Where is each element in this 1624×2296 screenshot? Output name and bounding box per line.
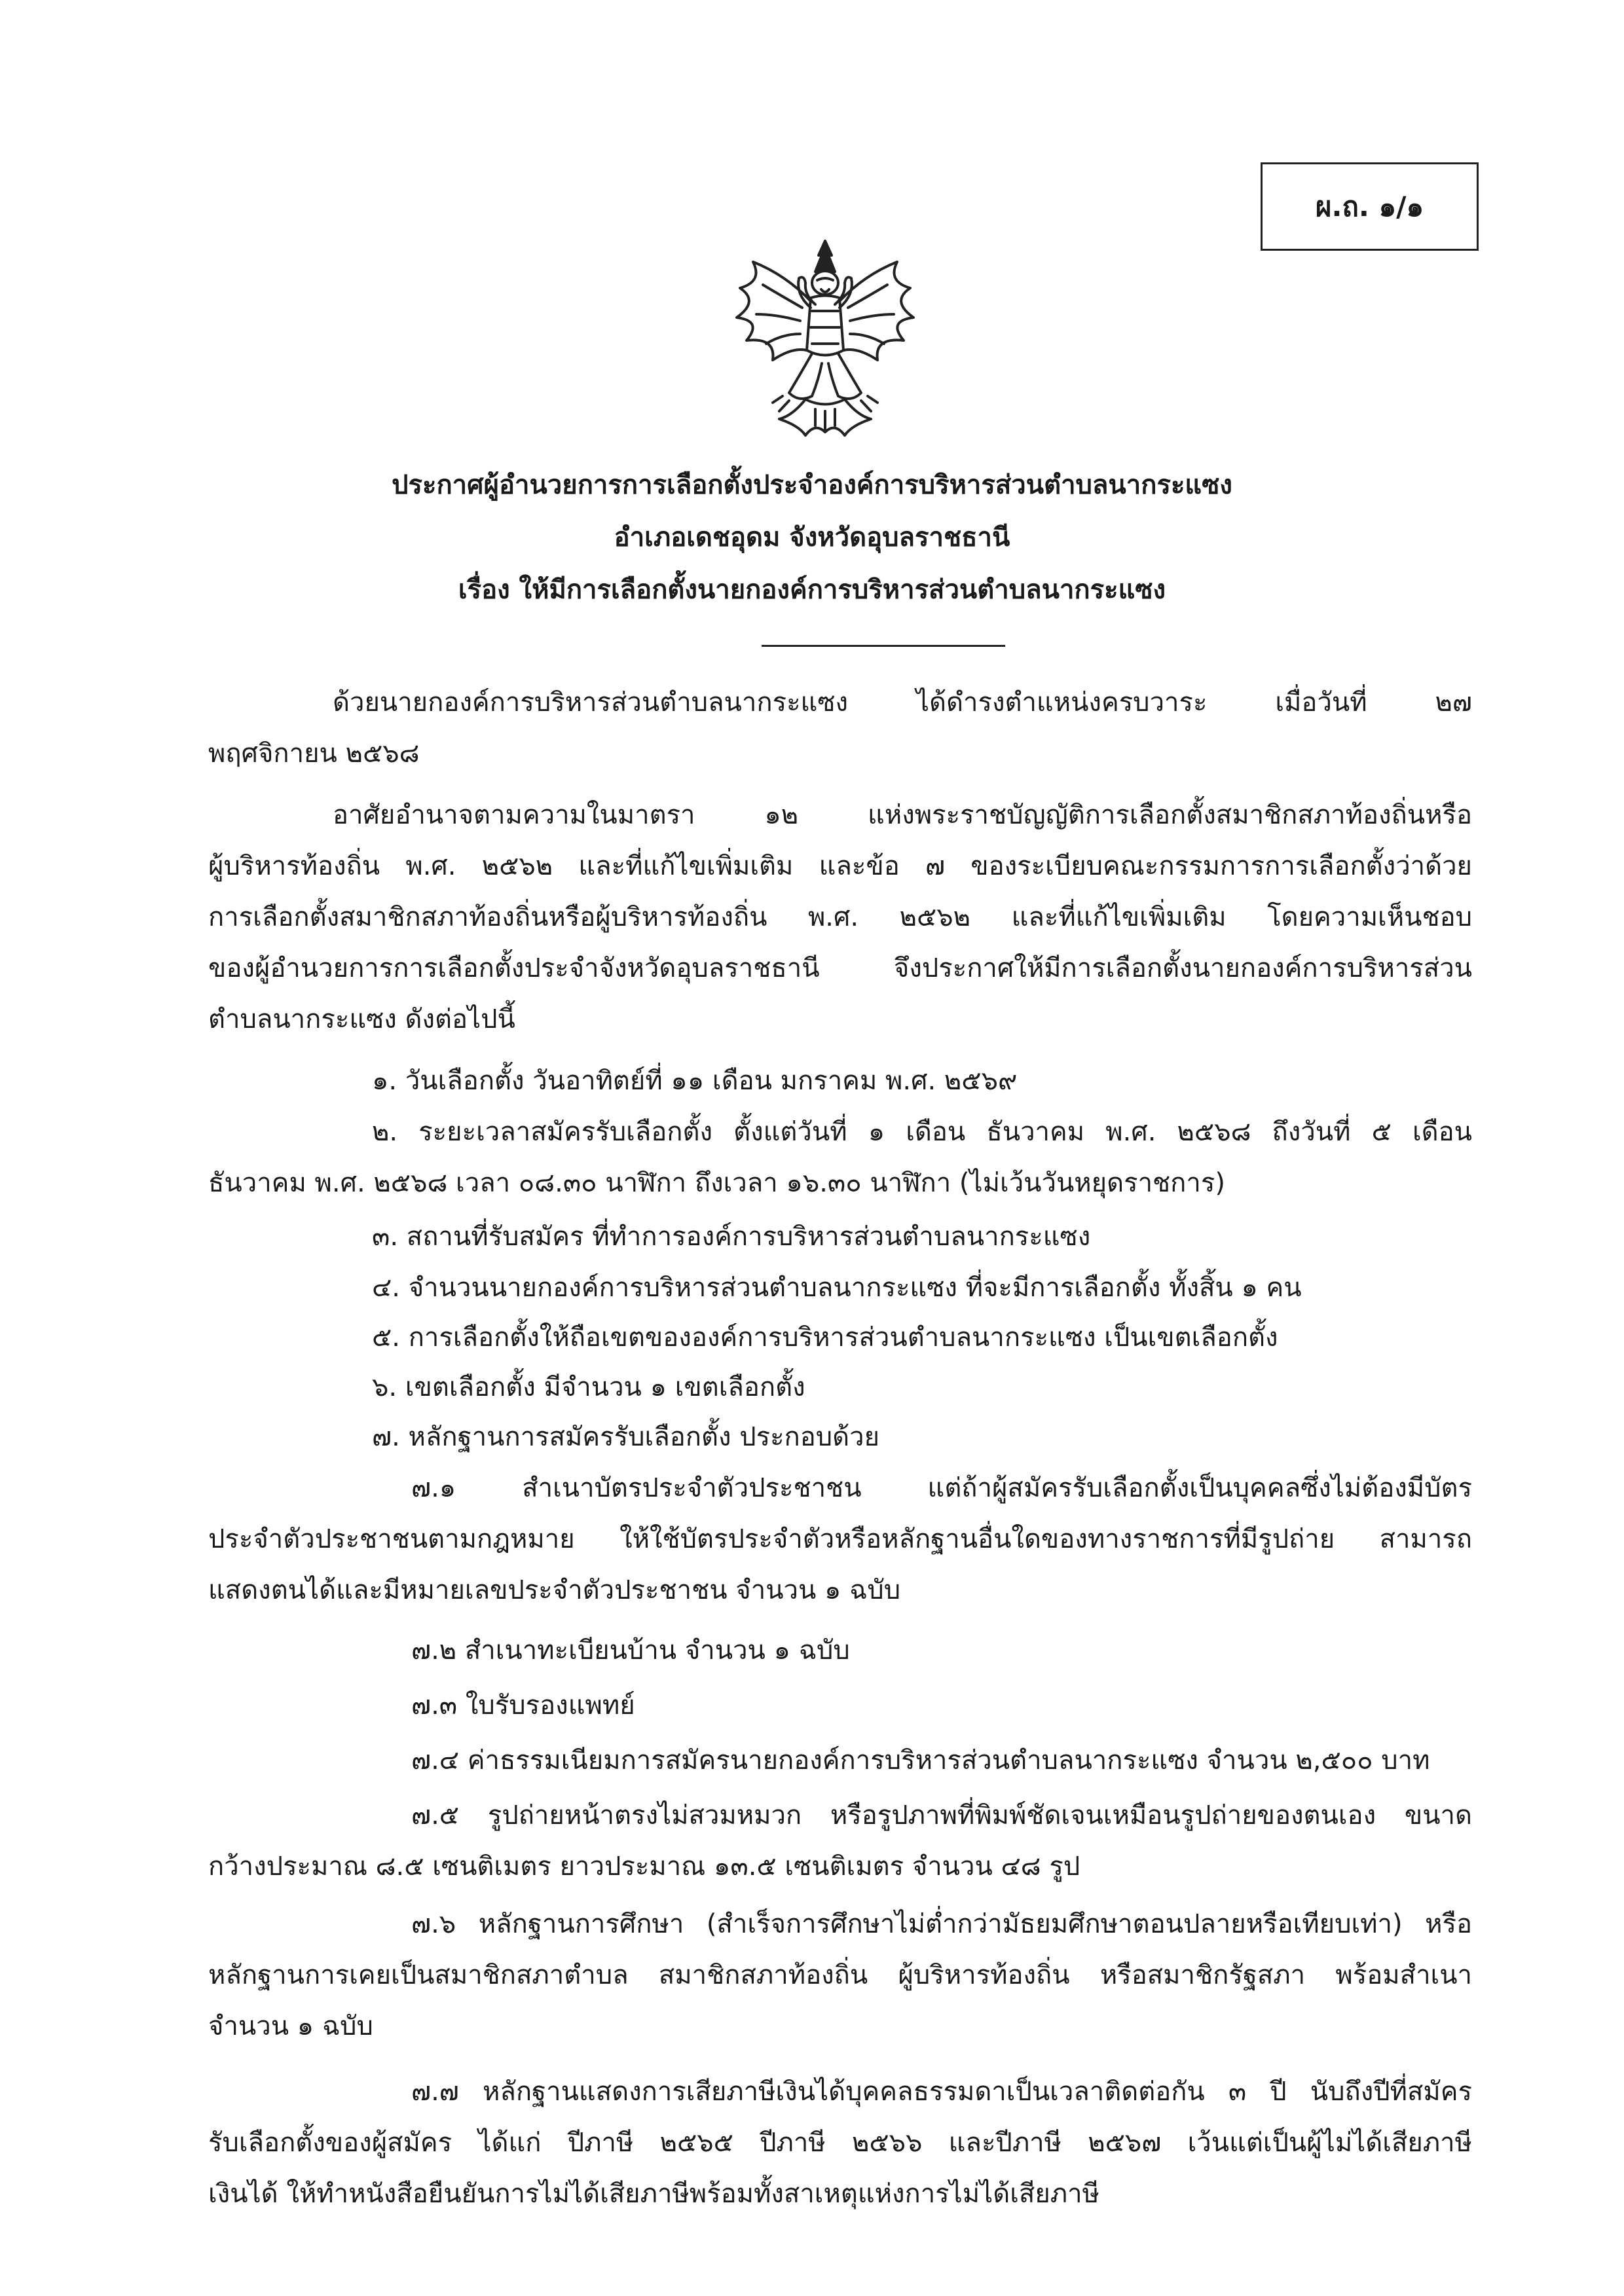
sub-item: ๗.๓ ใบรับรองแพทย์ <box>411 1690 635 1721</box>
announcement-district: อำเภอเดชอุดม จังหวัดอุบลราชธานี <box>614 522 1010 553</box>
sub-item: กว้างประมาณ ๘.๕ เซนติเมตร ยาวประมาณ ๑๓.๕ เซนติเมตร จำนวน ๔๘ รูป <box>208 1851 1080 1882</box>
list-item: ๖. เขตเลือกตั้ง มีจำนวน ๑ เขตเลือกตั้ง <box>372 1372 805 1402</box>
sub-item: ๗.๗ หลักฐานแสดงการเสียภาษีเงินได้บุคคลธรรมดาเป็นเวลาติดต่อกัน ๓ ปี นับถึงปีที่สมัคร <box>411 2077 1472 2107</box>
form-code: ผ.ถ. ๑/๑ <box>1315 190 1424 223</box>
form-code-box <box>1261 162 1479 251</box>
sub-item: รับเลือกตั้งของผู้สมัคร ได้แก่ ปีภาษี ๒๕๖๕ ปีภาษี ๒๕๖๖ และปีภาษี ๒๕๖๗ เว้นแต่เป็นผู้ไม่ได้เสียภาษี <box>208 2128 1472 2158</box>
list-item: ๓. สถานที่รับสมัคร ที่ทำการองค์การบริหารส่วนตำบลนากระแซง <box>372 1222 1091 1252</box>
list-item: ๒. ระยะเวลาสมัครรับเลือกตั้ง ตั้งแต่วันที่ ๑ เดือน ธันวาคม พ.ศ. ๒๕๖๘ ถึงวันที่ ๕ เดือน <box>372 1117 1472 1147</box>
sub-item: จำนวน ๑ ฉบับ <box>208 2011 373 2041</box>
sub-item: ๗.๕ รูปถ่ายหน้าตรงไม่สวมหมวก หรือรูปภาพที่พิมพ์ชัดเจนเหมือนรูปถ่ายของตนเอง ขนาด <box>411 1800 1472 1831</box>
list-item: ๗. หลักฐานการสมัครรับเลือกตั้ง ประกอบด้วย <box>372 1422 880 1452</box>
sub-item: ๗.๒ สำเนาทะเบียนบ้าน จำนวน ๑ ฉบับ <box>411 1635 850 1666</box>
sub-item: หลักฐานการเคยเป็นสมาชิกสภาตำบล สมาชิกสภาท้องถิ่น ผู้บริหารท้องถิ่น หรือสมาชิกรัฐสภา พร้อมสำเนา <box>208 1960 1472 1990</box>
sub-item: แสดงตนได้และมีหมายเลขประจำตัวประชาชน จำนวน ๑ ฉบับ <box>208 1575 901 1605</box>
list-item: ๑. วันเลือกตั้ง วันอาทิตย์ที่ ๑๑ เดือน มกราคม พ.ศ. ๒๕๖๙ <box>372 1066 1018 1096</box>
paragraph-line: ของผู้อำนวยการการเลือกตั้งประจำจังหวัดอุบลราชธานี จึงประกาศให้มีการเลือกตั้งนายกองค์การบริหารส่วน <box>208 953 1472 983</box>
sub-item: ๗.๑ สำเนาบัตรประจำตัวประชาชน แต่ถ้าผู้สมัครรับเลือกตั้งเป็นบุคคลซึ่งไม่ต้องมีบัตร <box>411 1473 1472 1503</box>
title-divider <box>762 645 1005 647</box>
sub-item: ๗.๖ หลักฐานการศึกษา (สำเร็จการศึกษาไม่ต่ำกว่ามัธยมศึกษาตอนปลายหรือเทียบเท่า) หรือ <box>411 1909 1472 1939</box>
paragraph-line: อาศัยอำนาจตามความในมาตรา ๑๒ แห่งพระราชบัญญัติการเลือกตั้งสมาชิกสภาท้องถิ่นหรือ <box>333 800 1472 830</box>
paragraph-line: พฤศจิกายน ๒๕๖๘ <box>208 738 420 769</box>
sub-item: เงินได้ ให้ทำหนังสือยืนยันการไม่ได้เสียภาษีพร้อมทั้งสาเหตุแห่งการไม่ได้เสียภาษี <box>208 2179 1099 2209</box>
paragraph-line: ด้วยนายกองค์การบริหารส่วนตำบลนากระแซง ได้ดำรงตำแหน่งครบวาระ เมื่อวันที่ ๒๗ <box>333 687 1472 718</box>
garuda-emblem-icon <box>727 236 923 452</box>
paragraph-line: ตำบลนากระแซง ดังต่อไปนี้ <box>208 1004 515 1034</box>
announcement-title: ประกาศผู้อำนวยการการเลือกตั้งประจำองค์การบริหารส่วนตำบลนากระแซง <box>392 470 1232 500</box>
paragraph-line: การเลือกตั้งสมาชิกสภาท้องถิ่นหรือผู้บริหารท้องถิ่น พ.ศ. ๒๕๖๒ และที่แก้ไขเพิ่มเติม โดยความเห็นชอบ <box>208 902 1472 932</box>
list-item: ๔. จำนวนนายกองค์การบริหารส่วนตำบลนากระแซง ที่จะมีการเลือกตั้ง ทั้งสิ้น ๑ คน <box>372 1273 1302 1303</box>
list-item: ธันวาคม พ.ศ. ๒๕๖๘ เวลา ๐๘.๓๐ นาฬิกา ถึงเวลา ๑๖.๓๐ นาฬิกา (ไม่เว้นวันหยุดราชการ) <box>208 1168 1225 1198</box>
sub-item: ๗.๔ ค่าธรรมเนียมการสมัครนายกองค์การบริหารส่วนตำบลนากระแซง จำนวน ๒,๕๐๐ บาท <box>411 1745 1430 1776</box>
list-item: ๕. การเลือกตั้งให้ถือเขตขององค์การบริหารส่วนตำบลนากระแซง เป็นเขตเลือกตั้ง <box>372 1322 1278 1353</box>
announcement-subject: เรื่อง ให้มีการเลือกตั้งนายกองค์การบริหารส่วนตำบลนากระแซง <box>458 575 1166 605</box>
sub-item: ประจำตัวประชาชนตามกฎหมาย ให้ใช้บัตรประจำตัวหรือหลักฐานอื่นใดของทางราชการที่มีรูปถ่าย สามารถ <box>208 1524 1472 1554</box>
paragraph-line: ผู้บริหารท้องถิ่น พ.ศ. ๒๕๖๒ และที่แก้ไขเพิ่มเติม และข้อ ๗ ของระเบียบคณะกรรมการการเลือกตั้งว่าด้วย <box>208 851 1472 881</box>
